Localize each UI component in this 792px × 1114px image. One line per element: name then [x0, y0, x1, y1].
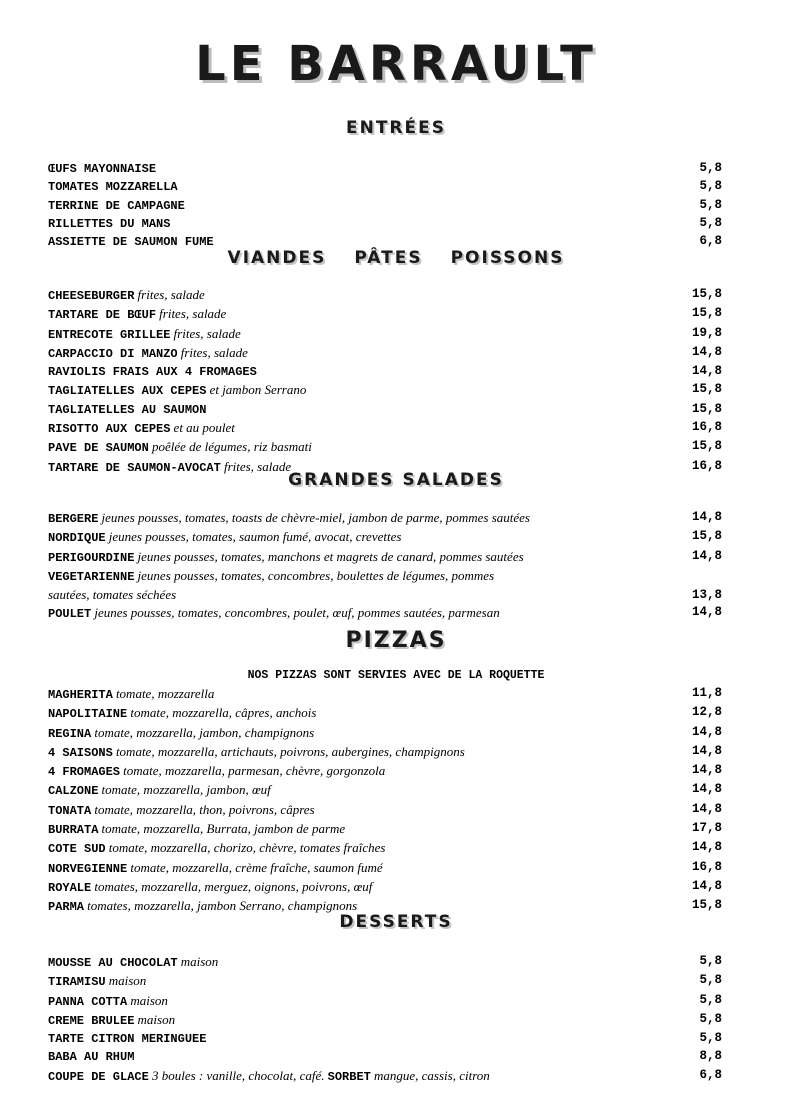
item-name: NORVEGIENNE	[48, 861, 128, 876]
item-price: 14,8	[691, 510, 722, 524]
item-name: TARTARE DE SAUMON-AVOCAT	[48, 460, 221, 475]
item-name: NAPOLITAINE	[48, 707, 128, 722]
menu-item	[48, 820, 722, 839]
heading-part-poissons: POISSONS	[450, 248, 565, 268]
item-name-secondary: SORBET	[327, 1069, 371, 1084]
menu-item	[48, 215, 722, 233]
section-heading-salades: GRANDES SALADES	[288, 470, 504, 490]
heading-part-pates: PÂTES	[354, 248, 423, 268]
item-description: tomate, mozzarella, câpres, anchois	[130, 705, 317, 721]
menu-item	[48, 878, 722, 897]
item-price: 11,8	[691, 686, 722, 700]
item-name: CARPACCIO DI MANZO	[48, 346, 178, 361]
item-price: 6,8	[699, 234, 722, 249]
menu-item	[48, 1030, 722, 1048]
item-price: 15,8	[691, 382, 722, 397]
item-name: COTE SUD	[48, 842, 106, 857]
section-heading-entrees: ENTRÉES	[346, 118, 446, 138]
item-name: PARMA	[48, 900, 85, 915]
item-name: CHEESEBURGER	[48, 289, 135, 303]
item-description: jeunes pousses, tomates, manchons et magrets de canard, pommes sautées	[137, 548, 524, 564]
item-name: TIRAMISU	[48, 975, 106, 990]
item-price: 5,8	[699, 1031, 722, 1046]
menu-item	[48, 743, 722, 762]
item-price: 5,8	[699, 992, 722, 1007]
plats-list	[48, 286, 722, 477]
item-description-continued: sautées, tomates séchées	[48, 587, 177, 603]
item-price: 6,8	[699, 1067, 722, 1082]
item-name: BERGERE	[48, 512, 99, 526]
item-description: maison	[180, 954, 219, 969]
heading-part-viandes: VIANDES	[227, 248, 327, 268]
item-price: 5,8	[699, 197, 722, 212]
menu-item	[48, 509, 722, 528]
item-description: frites, salade	[223, 458, 292, 474]
menu-item	[48, 972, 722, 991]
item-name: BURRATA	[48, 823, 99, 838]
item-name: ASSIETTE DE SAUMON FUME	[48, 235, 214, 250]
item-description: tomate, mozzarella, crème fraîche, saumon fumé	[130, 859, 383, 875]
item-price: 14,8	[691, 605, 722, 620]
menu-item	[48, 1011, 722, 1030]
item-description: tomate, mozzarella, thon, poivrons, câpres	[94, 801, 315, 817]
item-description: tomate, mozzarella, parmesan, chèvre, gorgonzola	[123, 763, 386, 779]
item-price: 15,8	[691, 898, 722, 913]
section-heading-desserts: DESSERTS	[339, 912, 453, 932]
section-heading-plats	[0, 248, 792, 268]
menu-item	[48, 363, 722, 381]
menu-item	[48, 528, 722, 547]
item-price: 14,8	[691, 801, 722, 816]
item-price: 15,8	[691, 287, 722, 301]
menu-item	[48, 160, 722, 178]
item-description: et au poulet	[173, 420, 235, 436]
item-name: BABA AU RHUM	[48, 1050, 135, 1065]
item-description: tomate, mozzarella	[115, 686, 215, 701]
menu-item	[48, 992, 722, 1011]
item-description: tomate, mozzarella, Burrata, jambon de parme	[101, 821, 346, 837]
item-price: 16,8	[691, 859, 722, 874]
item-description: frites, salade	[137, 287, 205, 302]
item-name: PANNA COTTA	[48, 994, 128, 1009]
item-description: tomate, mozzarella, jambon, champignons	[94, 724, 315, 740]
item-price: 14,8	[691, 840, 722, 855]
item-price: 14,8	[691, 548, 722, 563]
menu-item	[48, 859, 722, 878]
item-name: NORDIQUE	[48, 531, 106, 546]
item-name: ROYALE	[48, 880, 92, 895]
item-price: 14,8	[691, 763, 722, 778]
menu-item	[48, 419, 722, 438]
item-name: MOUSSE AU CHOCOLAT	[48, 956, 178, 970]
item-description: jeunes pousses, tomates, concombres, poulet, œuf, pommes sautées, parmesan	[94, 605, 500, 621]
item-name: ENTRECOTE GRILLEE	[48, 327, 171, 342]
item-price: 15,8	[691, 401, 722, 416]
item-price: 15,8	[691, 306, 722, 321]
item-price: 15,8	[691, 439, 722, 454]
item-name: POULET	[48, 607, 92, 622]
item-description: tomate, mozzarella, jambon, œuf	[101, 782, 271, 798]
item-name: RAVIOLIS FRAIS AUX 4 FROMAGES	[48, 365, 257, 380]
item-price: 14,8	[691, 743, 722, 758]
item-price: 14,8	[691, 364, 722, 379]
item-description: frites, salade	[173, 325, 241, 341]
item-price: 13,8	[691, 588, 722, 603]
item-price: 14,8	[691, 878, 722, 893]
menu-item	[48, 762, 722, 781]
item-name: CREME BRULEE	[48, 1013, 135, 1028]
menu-item	[48, 305, 722, 324]
item-price: 5,8	[699, 973, 722, 988]
item-name: TAGLIATELLES AUX CEPES	[48, 384, 207, 399]
item-price: 14,8	[691, 344, 722, 359]
item-price: 8,8	[699, 1049, 722, 1064]
item-description: 3 boules : vanille, chocolat, café.	[151, 1067, 325, 1083]
item-description: jeunes pousses, tomates, concombres, boulettes de légumes, pommes	[137, 567, 495, 583]
menu-item	[48, 1048, 722, 1066]
menu-item	[48, 704, 722, 723]
item-name: VEGETARIENNE	[48, 569, 135, 584]
menu-item	[48, 344, 722, 363]
item-name: PAVE DE SAUMON	[48, 441, 149, 456]
item-description: maison	[137, 1011, 176, 1027]
item-name: TONATA	[48, 803, 92, 818]
item-name: CALZONE	[48, 784, 99, 799]
item-price: 12,8	[691, 705, 722, 720]
item-name: PERIGOURDINE	[48, 550, 135, 565]
item-name: TOMATES MOZZARELLA	[48, 180, 178, 195]
item-description-secondary: mangue, cassis, citron	[373, 1067, 490, 1083]
item-name: TARTE CITRON MERINGUEE	[48, 1032, 207, 1047]
item-price: 5,8	[699, 161, 722, 175]
menu-item	[48, 604, 722, 623]
item-description: tomates, mozzarella, jambon Serrano, champignons	[87, 898, 358, 914]
item-name: COUPE DE GLACE	[48, 1069, 149, 1084]
item-price: 16,8	[691, 420, 722, 435]
menu-item	[48, 381, 722, 400]
item-price: 14,8	[691, 782, 722, 797]
menu-item	[48, 438, 722, 457]
item-name: 4 FROMAGES	[48, 765, 121, 780]
item-price: 5,8	[699, 1011, 722, 1026]
menu-item	[48, 401, 722, 419]
item-price: 17,8	[691, 821, 722, 836]
item-description: et jambon Serrano	[209, 382, 307, 398]
desserts-list	[48, 953, 722, 1086]
item-name: TAGLIATELLES AU SAUMON	[48, 402, 207, 417]
menu-item	[48, 724, 722, 743]
menu-item	[48, 197, 722, 215]
menu-item	[48, 548, 722, 567]
item-price: 16,8	[691, 458, 722, 473]
menu-item	[48, 801, 722, 820]
item-name: TARTARE DE BŒUF	[48, 308, 157, 323]
item-description: tomate, mozzarella, artichauts, poivrons, aubergines, champignons	[115, 743, 465, 759]
item-name: RILLETTES DU MANS	[48, 216, 171, 231]
restaurant-title: LE BARRAULT	[195, 36, 597, 92]
item-description: frites, salade	[159, 306, 227, 322]
item-price: 5,8	[699, 179, 722, 194]
item-name: REGINA	[48, 726, 92, 741]
menu-item	[48, 953, 722, 972]
menu-item	[48, 567, 722, 605]
item-price: 19,8	[691, 325, 722, 340]
entrees-list	[48, 160, 722, 251]
item-description: tomates, mozzarella, merguez, oignons, poivrons, œuf	[94, 878, 373, 894]
item-description: maison	[108, 973, 147, 989]
menu-item	[48, 781, 722, 800]
item-name: MAGHERITA	[48, 688, 113, 702]
menu-item	[48, 839, 722, 858]
item-name: ŒUFS MAYONNAISE	[48, 162, 157, 176]
item-description: maison	[130, 992, 168, 1008]
menu-item	[48, 325, 722, 344]
pizzas-list	[48, 685, 722, 917]
item-description: frites, salade	[180, 344, 248, 360]
item-description: poêlée de légumes, riz basmati	[151, 439, 312, 455]
menu-item	[48, 286, 722, 305]
item-price: 5,8	[699, 215, 722, 230]
item-description: tomate, mozzarella, chorizo, chèvre, tomates fraîches	[108, 840, 386, 856]
menu-item	[48, 178, 722, 196]
salades-list	[48, 509, 722, 624]
item-name: TERRINE DE CAMPAGNE	[48, 198, 185, 213]
pizza-note: NOS PIZZAS SONT SERVIES AVEC DE LA ROQUETTE	[247, 669, 545, 682]
item-name: 4 SAISONS	[48, 745, 113, 760]
item-price: 14,8	[691, 724, 722, 739]
menu-item	[48, 1067, 722, 1086]
item-description: jeunes pousses, tomates, saumon fumé, avocat, crevettes	[108, 529, 402, 545]
item-name: RISOTTO AUX CEPES	[48, 422, 171, 437]
item-price: 5,8	[699, 954, 722, 968]
item-price: 15,8	[691, 529, 722, 544]
menu-item	[48, 685, 722, 704]
section-heading-pizzas: PIZZAS	[345, 628, 447, 653]
item-description: jeunes pousses, tomates, toasts de chèvre-miel, jambon de parme, pommes sautées	[101, 510, 530, 525]
